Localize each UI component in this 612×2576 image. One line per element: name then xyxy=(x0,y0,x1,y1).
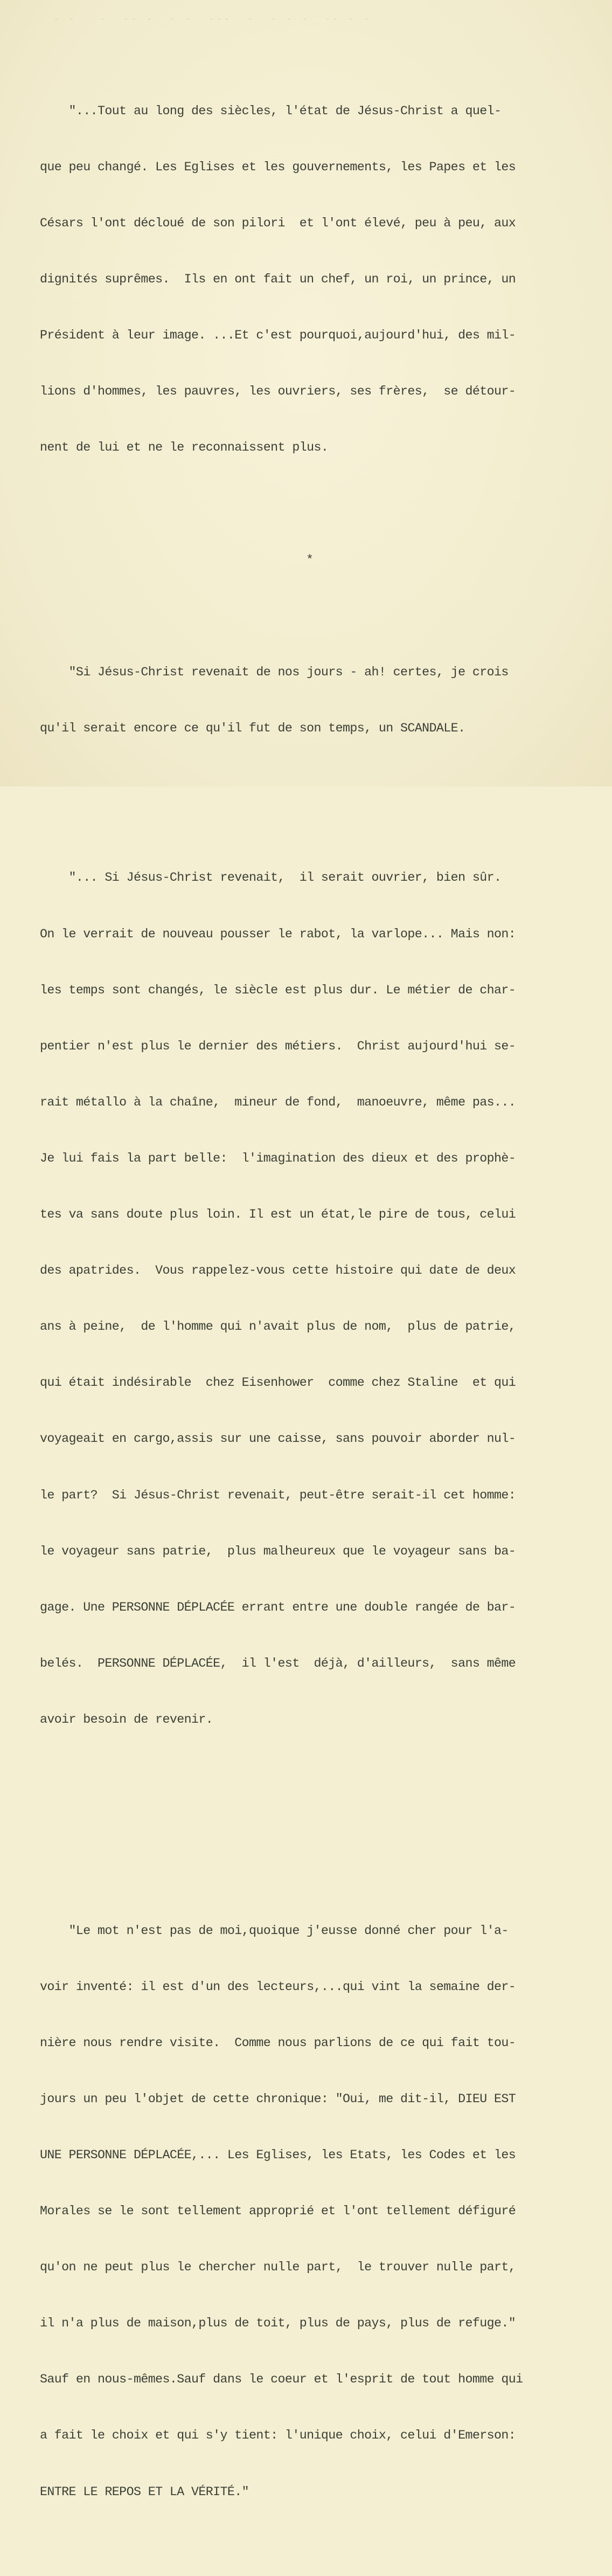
text-line: On le verrait de nouveau pousser le rabot, la varlope... Mais non: xyxy=(40,927,516,941)
text-line: lions d'hommes, les pauvres, les ouvriers, ses frères, se détour- xyxy=(40,384,516,399)
text-line: "...Tout au long des siècles, l'état de Jésus-Christ a quel- xyxy=(40,103,502,118)
paragraph-3 xyxy=(40,831,573,1766)
text-line: qu'il serait encore ce qu'il fut de son temps, un SCANDALE. xyxy=(40,721,465,735)
paragraph-1 xyxy=(40,64,573,494)
text-line: avoir besoin de revenir. xyxy=(40,1712,213,1726)
paragraph-spacing xyxy=(40,1822,573,1828)
text-line: gage. Une PERSONNE DÉPLACÉE errant entre une double rangée de bar- xyxy=(40,1600,516,1614)
text-line: "... Si Jésus-Christ revenait, il serait ouvrier, bien sûr. xyxy=(40,871,502,885)
text-line: "Le mot n'est pas de moi,quoique j'eusse donné cher pour l'a- xyxy=(40,1923,509,1938)
text-line: Sauf en nous-mêmes.Sauf dans le coeur et l'esprit de tout homme qui xyxy=(40,2372,523,2387)
text-line: tes va sans doute plus loin. Il est un état,le pire de tous, celui xyxy=(40,1207,516,1222)
text-line: le voyageur sans patrie, plus malheureux que le voyageur sans ba- xyxy=(40,1544,516,1558)
text-line: voyageait en cargo,assis sur une caisse, sans pouvoir aborder nul- xyxy=(40,1432,516,1446)
text-line: pentier n'est plus le dernier des métiers. Christ aujourd'hui se- xyxy=(40,1039,516,1053)
paragraph-4 xyxy=(40,1884,573,2538)
text-line: qui était indésirable chez Eisenhower comme chez Staline et qui xyxy=(40,1376,516,1390)
text-line: voir inventé: il est d'un des lecteurs,...qui vint la semaine der- xyxy=(40,1979,516,1994)
text-line: jours un peu l'objet de cette chronique: "Oui, me dit-il, DIEU EST xyxy=(40,2091,516,2106)
text-line: ans à peine, de l'homme qui n'avait plus de nom, plus de patrie, xyxy=(40,1320,516,1334)
text-line: dignités suprêmes. Ils en ont fait un chef, un roi, un prince, un xyxy=(40,272,516,287)
text-line: ENTRE LE REPOS ET LA VÉRITÉ." xyxy=(40,2484,249,2499)
text-line: rait métallo à la chaîne, mineur de fond, manoeuvre, même pas... xyxy=(40,1095,516,1109)
text-line: UNE PERSONNE DÉPLACÉE,... Les Eglises, les Etats, les Codes et les xyxy=(40,2147,516,2162)
text-line: Morales se le sont tellement approprié et l'ont tellement défiguré xyxy=(40,2204,516,2219)
text-line: belés. PERSONNE DÉPLACÉE, il l'est déjà, d'ailleurs, sans même xyxy=(40,1656,516,1670)
faint-bleed-through-marks: - - - -- - - - --- - - - - -- - - xyxy=(54,15,372,24)
document-body xyxy=(40,27,573,2576)
text-line: Je lui fais la part belle: l'imagination des dieux et des prophè- xyxy=(40,1151,516,1165)
text-line: nent de lui et ne le reconnaissent plus. xyxy=(40,440,329,455)
text-line: Président à leur image. ...Et c'est pourquoi,aujourd'hui, des mil- xyxy=(40,328,516,343)
asterisk-separator: * xyxy=(306,553,314,567)
text-line: des apatrides. Vous rappelez-vous cette histoire qui date de deux xyxy=(40,1263,516,1278)
text-line: les temps sont changés, le siècle est plus dur. Le métier de char- xyxy=(40,983,516,997)
text-line: qu'on ne peut plus le chercher nulle part, le trouver nulle part, xyxy=(40,2260,516,2275)
text-line: il n'a plus de maison,plus de toit, plus de pays, plus de refuge." xyxy=(40,2316,516,2331)
text-line: que peu changé. Les Eglises et les gouvernements, les Papes et les xyxy=(40,160,516,174)
text-line: nière nous rendre visite. Comme nous parlions de ce qui fait tou- xyxy=(40,2035,516,2050)
text-line: Césars l'ont décloué de son pilori et l'ont élevé, peu à peu, aux xyxy=(40,216,516,230)
text-line: a fait le choix et qui s'y tient: l'unique choix, celui d'Emerson: xyxy=(40,2428,516,2443)
text-line: le part? Si Jésus-Christ revenait, peut-être serait-il cet homme: xyxy=(40,1488,516,1502)
text-line: "Si Jésus-Christ revenait de nos jours - ah! certes, je crois xyxy=(40,665,509,679)
section-separator xyxy=(40,551,573,570)
paragraph-2 xyxy=(40,625,573,775)
